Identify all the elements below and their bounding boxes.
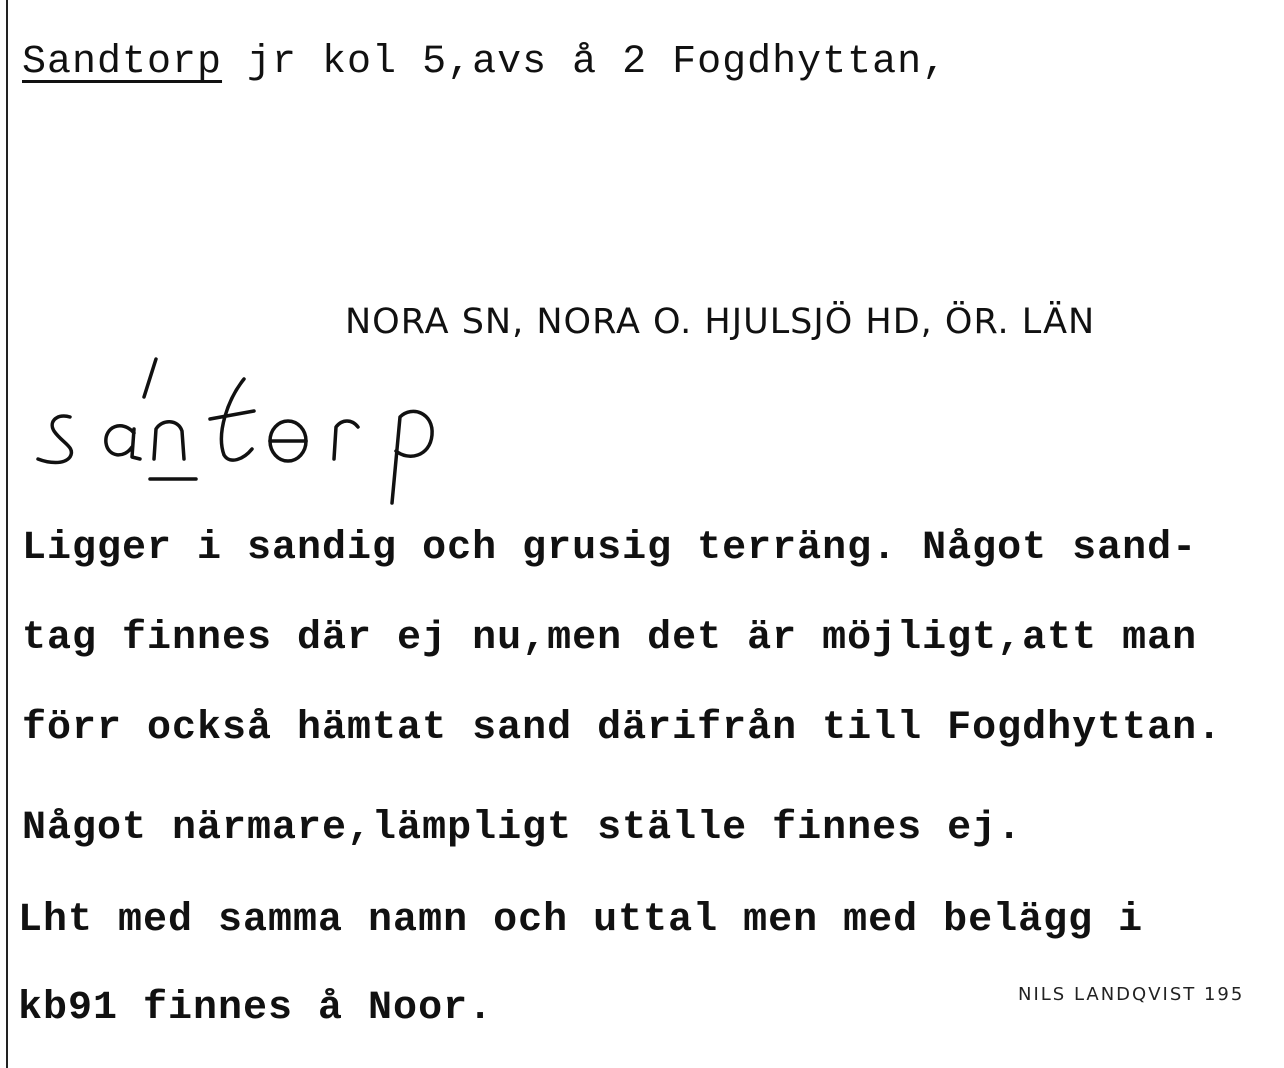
card-edge xyxy=(6,0,8,1068)
author-stamp: NILS LANDQVIST 195 xyxy=(1018,984,1245,1005)
parish-line: NORA SN, NORA O. HJULSJÖ HD, ÖR. LÄN xyxy=(345,302,1096,342)
card-line-2: tag finnes där ej nu,men det är möjligt,att man xyxy=(22,616,1198,661)
card-line-6: kb91 finnes å Noor. xyxy=(18,986,494,1031)
card-line-5: Lht med samma namn och uttal men med belägg i xyxy=(18,898,1144,943)
phonetic-transcription xyxy=(30,355,450,510)
heading-details: jr kol 5,avs å 2 Fogdhyttan, xyxy=(222,40,948,85)
card-line-1: Ligger i sandig och grusig terräng. Något sand- xyxy=(22,526,1198,571)
card-line-4: Något närmare,lämpligt ställe finnes ej. xyxy=(22,806,1023,851)
card-heading xyxy=(22,40,947,85)
card-line-3: förr också hämtat sand därifrån till Fogdhyttan. xyxy=(22,706,1223,751)
place-name: Sandtorp xyxy=(22,40,223,85)
